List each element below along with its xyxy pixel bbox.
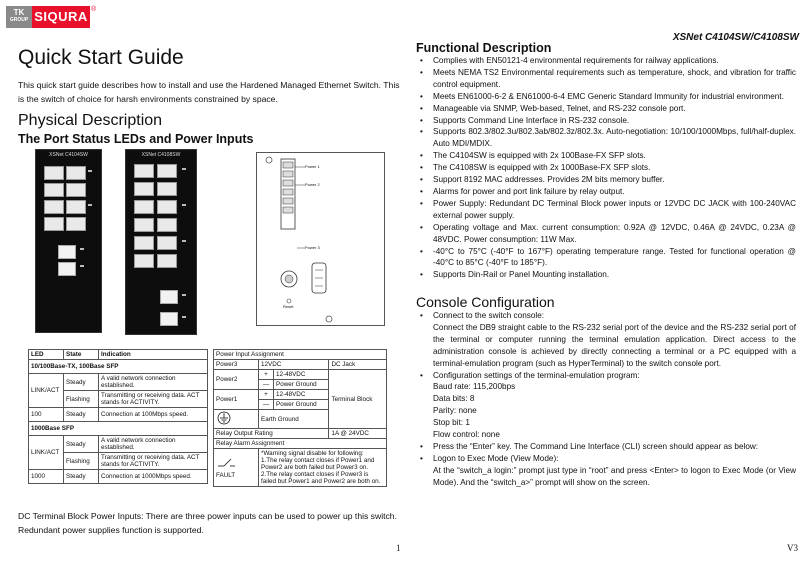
warning-line-3: 2.The relay contact closes if Power3 is failed but Power1 and Power2 are both on. — [261, 471, 381, 485]
rj45-port — [157, 164, 177, 178]
rj45-port — [44, 183, 64, 197]
rj45-port — [157, 182, 177, 196]
sfp-slot — [160, 290, 178, 304]
power1-label: Power1 — [214, 390, 259, 410]
tkh-logo — [6, 6, 32, 28]
rj45-port — [66, 166, 86, 180]
steady-label: Steady — [64, 374, 99, 391]
list-item — [416, 310, 796, 370]
rj45-port — [134, 218, 154, 232]
list-item: • Operating voltage and Max. current consumption: 0.92A @ 12VDC, 0.46A @ 24VDC, 0.23A @ 48VDC. Power consumption: 11W Max. — [416, 222, 796, 246]
list-item — [416, 453, 796, 489]
flashing-label: Flashing — [64, 391, 99, 408]
rj45-port — [134, 200, 154, 214]
rj45-port — [66, 217, 86, 231]
console-connect-body: Connect the DB9 straight cable to the RS-232 serial port of the device and the RS-232 serial port of the terminal or computer running the terminal emulation application. Direct access to the administration console is achieved by directly connecting a terminal or a PC equipped with a terminal-emulation program (such as HyperTerminal) to the switch console port. — [433, 322, 796, 368]
version-label: V3 — [787, 543, 798, 553]
physical-description-heading: Physical Description — [18, 112, 163, 129]
flashing-description: Transmitting or receiving data. ACT stands for ACTIVITY. — [99, 453, 208, 470]
rj45-port — [134, 182, 154, 196]
flow-control: Flow control: none — [433, 430, 500, 440]
list-item: • Supports 802.3/802.3u/802.3ab/802.3z/802.3x. Auto-negotiation: 10/100/1000Mbps, full/half-duplex. Auto MDI/MDIX. — [416, 126, 796, 150]
terminal-settings-title: • Configuration settings of the terminal-emulation program: — [433, 370, 640, 380]
power1-ground: Power Ground — [274, 400, 329, 410]
page-number: 1 — [396, 543, 401, 553]
reset-label: Reset — [283, 304, 294, 309]
row-100-description: Connection at 100Mbps speed. — [99, 408, 208, 422]
plus-symbol: + — [259, 370, 274, 380]
tkh-group-text: GROUP — [9, 17, 29, 23]
row-1000-label: 1000 — [29, 470, 64, 484]
led-col-header: LED — [29, 350, 64, 360]
sfp-led — [182, 316, 186, 318]
list-item: • Power Supply: Redundant DC Terminal Block power inputs or 12VDC DC JACK with 100-240VAC external power supply. — [416, 198, 796, 222]
port-led — [182, 168, 186, 170]
state-col-header: State — [64, 350, 99, 360]
registered-mark: ® — [91, 6, 97, 13]
section-1000base: 1000Base SFP — [29, 422, 208, 436]
stop-bit: Stop bit: 1 — [433, 418, 470, 428]
list-item: • The C4108SW is equipped with 2x 1000Base-FX SFP slots. — [416, 162, 796, 174]
model-header: XSNet C4104SW/C4108SW — [672, 32, 799, 43]
steady-description: A valid network connection established. — [99, 436, 208, 453]
rj45-port — [44, 200, 64, 214]
relay-alarm-title: Relay Alarm Assignment — [214, 439, 387, 449]
sfp-slot — [58, 262, 76, 276]
relay-warning-text — [259, 449, 387, 487]
minus-symbol: — — [259, 380, 274, 390]
section-100base: 10/100Base-TX, 100Base SFP — [29, 360, 208, 374]
intro-paragraph: This quick start guide describes how to install and use the Hardened Managed Ethernet Switch. This is the switch of choice for harsh environments constrained by space. — [18, 80, 400, 104]
rj45-port — [66, 183, 86, 197]
list-item: • Supports Din-Rail or Panel Mounting installation. — [416, 269, 796, 281]
list-item: • -40°C to 75°C (-40°F to 167°F) operating temperature range. Tested for functional operation @ -40°C to 85°C (-40°F to 185°F). — [416, 246, 796, 270]
flashing-description: Transmitting or receiving data. ACT stands for ACTIVITY. — [99, 391, 208, 408]
dc-jack-label: DC Jack — [329, 360, 387, 370]
siqura-logo — [6, 6, 96, 28]
list-item: • Manageable via SNMP, Web-based, Telnet, and RS-232 console port. — [416, 103, 796, 115]
row-100-label: 100 — [29, 408, 64, 422]
steady-description: A valid network connection established. — [99, 374, 208, 391]
parity: Parity: none — [433, 406, 477, 416]
device-c4104sw-caption: XSNet C4104SW — [49, 152, 88, 158]
row-1000-state: Steady — [64, 470, 99, 484]
row-100-state: Steady — [64, 408, 99, 422]
sfp-led — [80, 265, 84, 267]
sfp-led — [80, 248, 84, 250]
device-c4108sw-image — [125, 149, 197, 335]
flashing-label: Flashing — [64, 453, 99, 470]
list-item: • Support 8192 MAC addresses. Provides 2M bits memory buffer. — [416, 174, 796, 186]
baud-rate: Baud rate: 115,200bps — [433, 382, 516, 392]
power1-voltage: 12-48VDC — [274, 390, 329, 400]
relay-switch-icon — [216, 456, 236, 470]
sfp-slot — [58, 245, 76, 259]
device-c4104sw-image — [35, 149, 102, 333]
functional-list — [416, 55, 796, 281]
fault-cell — [214, 449, 259, 487]
port-led — [182, 240, 186, 242]
link-act-label: LINK/ACT — [29, 374, 64, 408]
rj45-port — [134, 254, 154, 268]
fault-label: FAULT — [216, 472, 236, 479]
port-status-heading: The Port Status LEDs and Power Inputs — [18, 132, 254, 146]
earth-ground-symbol-cell — [214, 410, 259, 429]
minus-symbol: — — [259, 400, 274, 410]
list-item: • Press the “Enter” key. The Command Line Interface (CLI) screen should appear as below: — [416, 441, 796, 453]
power2-voltage: 12-48VDC — [274, 370, 329, 380]
steady-label: Steady — [64, 436, 99, 453]
earth-ground-label: Earth Ground — [259, 410, 329, 429]
list-item: • Meets NEMA TS2 Environmental requirements such as temperature, shock, and vibration for traffic control equipment. — [416, 67, 796, 91]
data-bits: Data bits: 8 — [433, 394, 475, 404]
logon-title: • Logon to Exec Mode (View Mode): — [433, 453, 559, 463]
power2-ground: Power Ground — [274, 380, 329, 390]
power2-label: Power 2 — [305, 182, 320, 187]
power3-voltage: 12VDC — [259, 360, 329, 370]
warning-line-1: *Warning signal disable for following: — [261, 450, 364, 457]
link-act-label: LINK/ACT — [29, 436, 64, 470]
rj45-port — [157, 200, 177, 214]
list-item: • The C4104SW is equipped with 2x 100Base-FX SFP slots. — [416, 150, 796, 162]
rj45-port — [134, 236, 154, 250]
rj45-port — [157, 236, 177, 250]
tkh-text: TK — [13, 8, 25, 17]
list-item: • Complies with EN50121-4 environmental requirements for railway applications. — [416, 55, 796, 67]
list-item: • Meets EN61000-6-2 & EN61000-6-4 EMC Generic Standard Immunity for industrial environment. — [416, 91, 796, 103]
row-1000-description: Connection at 1000Mbps speed. — [99, 470, 208, 484]
logon-body: At the “switch_a login:” prompt just type in “root” and press <Enter> to logon to Exec Mode (or View Mode). And the “switch_a>” prompt will show on the screen. — [433, 465, 796, 487]
earth-ground-icon — [216, 411, 232, 425]
power2-label: Power2 — [214, 370, 259, 390]
relay-output-rating-label: Relay Output Rating — [214, 429, 329, 439]
rear-panel-svg — [257, 153, 384, 325]
terminal-block-label: Terminal Block — [329, 370, 387, 429]
power-inputs-paragraph: DC Terminal Block Power Inputs: There are three power inputs can be used to power up this switch. Redundant power supplies function is supported. — [18, 511, 397, 535]
list-item — [416, 370, 796, 441]
power1-label: Power 1 — [305, 164, 320, 169]
port-led — [182, 204, 186, 206]
port-led — [88, 170, 92, 172]
list-item: • Supports Command Line Interface in RS-232 console. — [416, 115, 796, 127]
power-input-title: Power Input Assignment — [214, 350, 387, 360]
port-led — [88, 204, 92, 206]
sfp-led — [182, 294, 186, 296]
functional-description-heading: Functional Description — [416, 41, 552, 55]
power3-label: Power 3 — [305, 245, 320, 250]
warning-line-2: 1.The relay contact closes if Power1 and Power2 are both failed but Power3 on. — [261, 457, 375, 471]
power-input-table — [213, 349, 387, 487]
rj45-port — [44, 217, 64, 231]
page-title: Quick Start Guide — [18, 46, 184, 69]
rj45-port — [66, 200, 86, 214]
device-c4108sw-caption: XSNet C4108SW — [141, 152, 181, 158]
rj45-port — [157, 254, 177, 268]
siqura-wordmark: SIQURA — [32, 6, 90, 28]
sfp-slot — [160, 312, 178, 326]
led-table — [28, 349, 208, 484]
rj45-port — [44, 166, 64, 180]
plus-symbol: + — [259, 390, 274, 400]
relay-output-rating-value: 1A @ 24VDC — [329, 429, 387, 439]
console-configuration-heading: Console Configuration — [416, 294, 555, 310]
rj45-port — [157, 218, 177, 232]
console-connect-title: • Connect to the switch console: — [433, 311, 545, 320]
console-list — [416, 310, 796, 489]
power3-label: Power3 — [214, 360, 259, 370]
rear-panel-drawing — [256, 152, 385, 326]
list-item: • Alarms for power and port link failure by relay output. — [416, 186, 796, 198]
rj45-port — [134, 164, 154, 178]
indication-col-header: Indication — [99, 350, 208, 360]
